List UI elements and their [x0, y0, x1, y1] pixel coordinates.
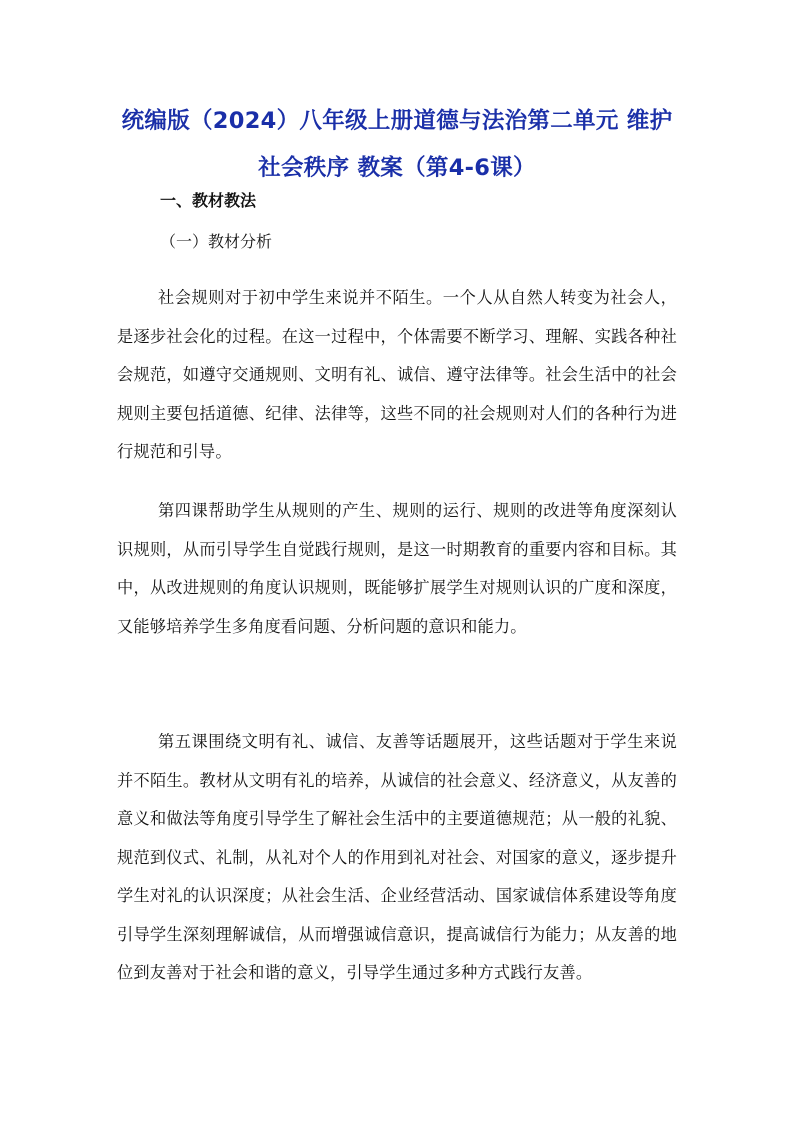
document-title: 统编版（2024）八年级上册道德与法治第二单元 维护社会秩序 教案（第4-6课）: [121, 108, 673, 181]
subsection-heading: （一）教材分析: [160, 232, 273, 251]
paragraph-2: 第四课帮助学生从规则的产生、规则的运行、规则的改进等角度深刻认识规则，从而引导学生自觉践行规则，是这一时期教育的重要内容和目标。其中，从改进规则的角度认识规则，既能够扩展学生对规则认识的广度和深度，又能够培养学生多角度看问题、分析问题的意识和能力。: [117, 501, 677, 636]
paragraph-1: 社会规则对于初中学生来说并不陌生。一个人从自然人转变为社会人，是逐步社会化的过程。在这一过程中，个体需要不断学习、理解、实践各种社会规范，如遵守交通规则、文明有礼、诚信、遵守法律等。社会生活中的社会规则主要包括道德、纪律、法律等，这些不同的社会规则对人们的各种行为进行规范和引导。: [117, 288, 677, 462]
section-heading: 一、教材教法: [160, 191, 257, 210]
paragraph-3: 第五课围绕文明有礼、诚信、友善等话题展开，这些话题对于学生来说并不陌生。教材从文明有礼的培养，从诚信的社会意义、经济意义，从友善的意义和做法等角度引导学生了解社会生活中的主要道德规范；从一般的礼貌、规范到仪式、礼制，从礼对个人的作用到礼对社会、对国家的意义，逐步提升学生对礼的认识深度；从社会生活、企业经营活动、国家诚信体系建设等角度引导学生深刻理解诚信，从而增强诚信意识，提高诚信行为能力；从友善的地位到友善对于社会和谐的意义，引导学生通过多种方式践行友善。: [117, 732, 677, 983]
